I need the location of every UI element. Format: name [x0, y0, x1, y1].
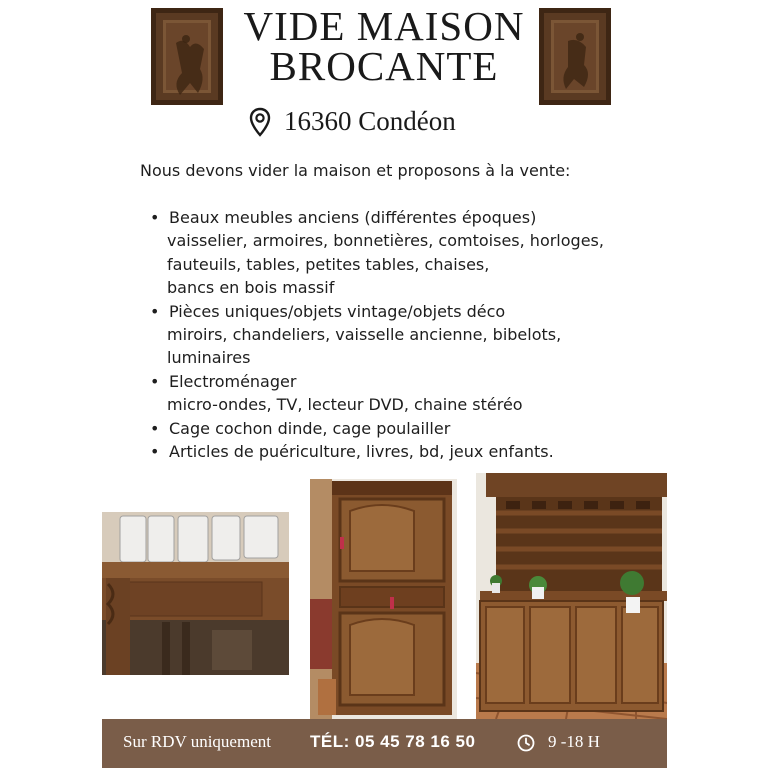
list-item — [150, 440, 604, 463]
map-pin-icon — [249, 107, 271, 137]
clock-icon — [517, 734, 535, 752]
list-item-main: Cage cochon dinde, cage poulailler — [169, 418, 451, 438]
list-item-detail: miroirs, chandeliers, vaisselle ancienne, bibelots, — [167, 325, 562, 345]
list-item-detail: fauteuils, tables, petites tables, chaises, — [167, 254, 490, 274]
items-list — [150, 206, 604, 463]
photo-vaisselier — [476, 473, 667, 719]
list-item — [150, 300, 604, 370]
list-item-detail: micro-ondes, TV, lecteur DVD, chaine stéréo — [167, 395, 523, 415]
list-item — [150, 417, 604, 440]
list-item-detail: bancs en bois massif — [167, 278, 335, 298]
photo-tall-armoire — [310, 479, 457, 719]
photo-table-glasses — [102, 512, 289, 675]
footer-phone-text: TÉL: 05 45 78 16 50 — [310, 732, 476, 751]
list-item-detail: vaisselier, armoires, bonnetières, comtoises, horloges, — [167, 231, 604, 251]
footer-rdv-text: Sur RDV uniquement — [123, 732, 271, 751]
list-item — [150, 206, 604, 300]
footer-bar — [102, 719, 667, 768]
list-item — [150, 370, 604, 417]
page-title-line1: VIDE MAISON — [243, 3, 525, 49]
list-item-main: Pièces uniques/objets vintage/objets déco — [169, 301, 506, 321]
list-item-main: Articles de puériculture, livres, bd, jeux enfants. — [169, 442, 554, 462]
list-item-main: Beaux meubles anciens (différentes époques) — [169, 208, 537, 227]
footer-hours-text: 9 -18 H — [548, 732, 600, 751]
intro-text: Nous devons vider la maison et proposons à la vente: — [140, 161, 571, 180]
location-text: 16360 Condéon — [284, 106, 456, 136]
list-item-detail: luminaires — [167, 348, 251, 368]
page-title-line2: BROCANTE — [269, 43, 499, 89]
list-item-main: Electroménager — [169, 371, 297, 391]
